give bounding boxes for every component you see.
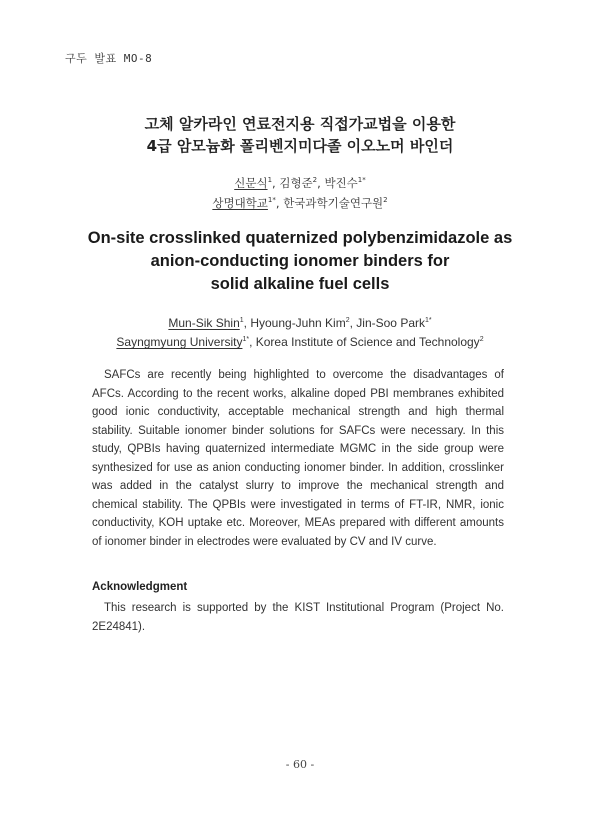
korean-author-name: 김형준 bbox=[279, 176, 313, 190]
affiliation-marker: 2 bbox=[479, 336, 484, 343]
affiliation-marker: 1 bbox=[239, 317, 244, 324]
affiliation-marker: 1* bbox=[425, 317, 432, 324]
english-author-name: Jin-Soo Park bbox=[356, 316, 425, 330]
english-affiliation: Sayngmyung University bbox=[116, 335, 243, 349]
korean-authors-block bbox=[0, 173, 600, 213]
english-title-line: anion-conducting ionomer binders for bbox=[150, 252, 450, 270]
affiliation-marker: 1* bbox=[357, 176, 366, 185]
session-code: 구두 발표 MO-8 bbox=[65, 52, 153, 65]
english-authors-block bbox=[0, 314, 600, 352]
english-title-line: On-site crosslinked quaternized polybenzimidazole as bbox=[87, 229, 513, 247]
english-author-name: Mun-Sik Shin bbox=[168, 316, 240, 330]
english-title bbox=[0, 227, 600, 296]
english-author-name: Hyoung-Juhn Kim bbox=[250, 316, 346, 330]
english-affiliation: Korea Institute of Science and Technology bbox=[255, 335, 480, 349]
korean-affiliation: 한국과학기술연구원 bbox=[283, 196, 384, 210]
affiliation-marker: 1* bbox=[267, 196, 276, 205]
affiliation-marker: 2 bbox=[312, 176, 318, 185]
acknowledgment-heading: Acknowledgment bbox=[92, 581, 188, 593]
affiliation-marker: 2 bbox=[345, 317, 350, 324]
affiliation-marker: 1 bbox=[267, 176, 273, 185]
english-affiliation-list: Sayngmyung University$^{1*}$, Korea Institute of Science and Technology$^2$ bbox=[116, 335, 484, 349]
page-number: - 60 - bbox=[285, 758, 315, 771]
korean-author-name: 박진수 bbox=[324, 176, 358, 190]
korean-author-name: 신문식 bbox=[234, 176, 268, 190]
korean-title bbox=[0, 113, 600, 157]
abstract-paragraph: SAFCs are recently being highlighted to overcome the disadvantages of AFCs. According to the recent works, alkaline doped PBI membranes exhibited good ionic conductivity, acceptable mechanical strength and high thermal stability. Suitable ionomer binder solutions for SAFCs were necessary. In this study, QPBIs having quaternized intermediate MGMC in the side group were synthesized for use as anion conducting ionomer binder. In addition, crosslinker was added in the catalyst slurry to improve the mechanical strength and chemical stability. The QPBIs were investigated in terms of FT-IR, NMR, ionic conductivity, KOH uptake etc. Moreover, MEAs prepared with different amounts of ionomer binder in electrodes were evaluated by CV and IV curve. bbox=[92, 369, 504, 548]
english-author-list: Mun-Sik Shin$^1$, Hyoung-Juhn Kim$^2$, Jin-Soo Park$^{1*}$ bbox=[168, 316, 432, 330]
korean-title-line: 4급 암모늄화 폴리벤지미다졸 이오노머 바인더 bbox=[146, 137, 454, 155]
korean-author-list: 신문식$^1$, 김형준$^2$, 박진수$^{1*}$ bbox=[234, 176, 366, 190]
korean-title-line: 고체 알카라인 연료전지용 직접가교법을 이용한 bbox=[144, 115, 456, 133]
acknowledgment-paragraph: This research is supported by the KIST Institutional Program (Project No. 2E24841). bbox=[92, 602, 504, 633]
affiliation-marker: 1* bbox=[242, 336, 250, 343]
affiliation-marker: 2 bbox=[383, 196, 388, 205]
korean-affiliation: 상명대학교 bbox=[212, 196, 268, 210]
korean-affiliation-list: 상명대학교$^{1*}$, 한국과학기술연구원$^2$ bbox=[212, 196, 388, 210]
english-title-line: solid alkaline fuel cells bbox=[210, 275, 390, 293]
